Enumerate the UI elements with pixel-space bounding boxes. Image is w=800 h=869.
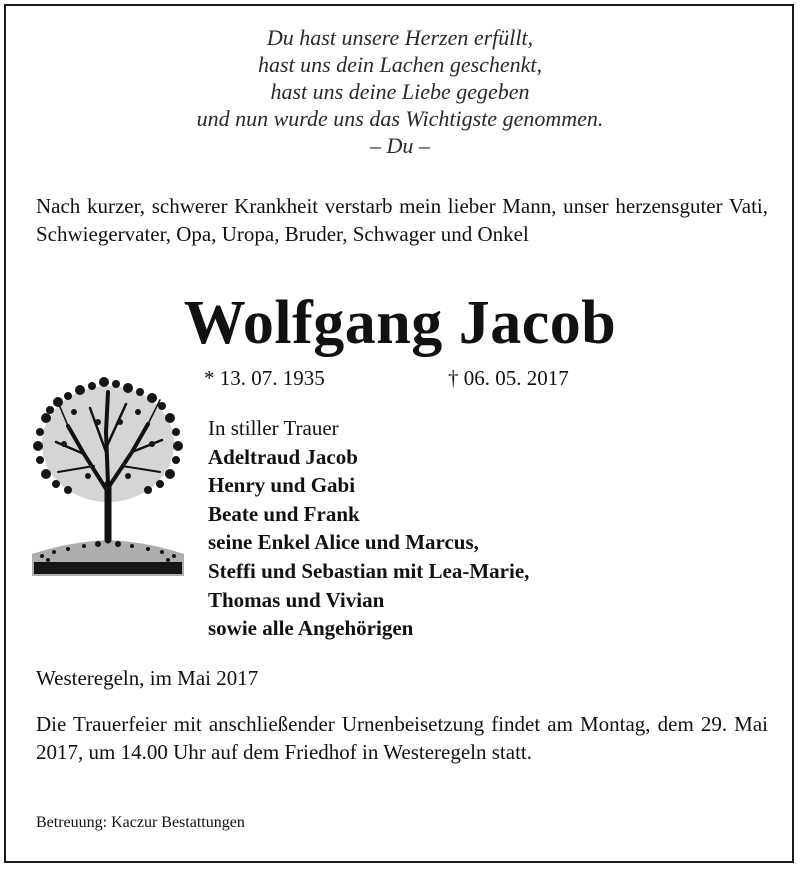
poem-line: Du hast unsere Herzen erfüllt,: [266, 25, 534, 50]
poem-line: und nun wurde uns das Wichtigste genommen.: [196, 106, 604, 131]
mourner-name: seine Enkel Alice und Marcus,: [208, 530, 479, 555]
mourner-name: Thomas und Vivian: [208, 587, 385, 612]
deceased-name: Wolfgang Jacob: [183, 289, 617, 357]
mourning-phrase: In stiller Trauer: [208, 416, 339, 440]
intro-text: Nach kurzer, schwerer Krankheit verstarb mein lieber Mann, unser herzensguter Vati, Schwiegervater, Opa, Uropa, Bruder, Schwager und Onkel: [36, 194, 768, 246]
poem-signature: – Du –: [370, 133, 430, 158]
mourners-list: [208, 414, 529, 643]
death-date: † 06. 05. 2017: [448, 366, 569, 390]
place-date: Westeregeln, im Mai 2017: [36, 666, 259, 690]
mourner-name: sowie alle Angehörigen: [208, 616, 414, 641]
funeral-home: Betreuung: Kaczur Bestattungen: [36, 814, 245, 831]
ceremony-info: Die Trauerfeier mit anschließender Urnenbeisetzung findet am Montag, dem 29. Mai 2017, um 14.00 Uhr auf dem Friedhof in Westeregeln statt.: [36, 712, 768, 764]
poem: [0, 24, 800, 159]
tree-icon: [28, 372, 188, 582]
poem-line: hast uns dein Lachen geschenkt,: [257, 52, 543, 77]
poem-line: hast uns deine Liebe gegeben: [270, 79, 530, 104]
mourner-name: Steffi und Sebastian mit Lea-Marie,: [208, 558, 530, 583]
mourner-name: Henry und Gabi: [208, 473, 356, 498]
mourner-name: Adeltraud Jacob: [208, 444, 358, 469]
mourner-name: Beate und Frank: [208, 501, 360, 526]
birth-date: * 13. 07. 1935: [204, 366, 325, 390]
